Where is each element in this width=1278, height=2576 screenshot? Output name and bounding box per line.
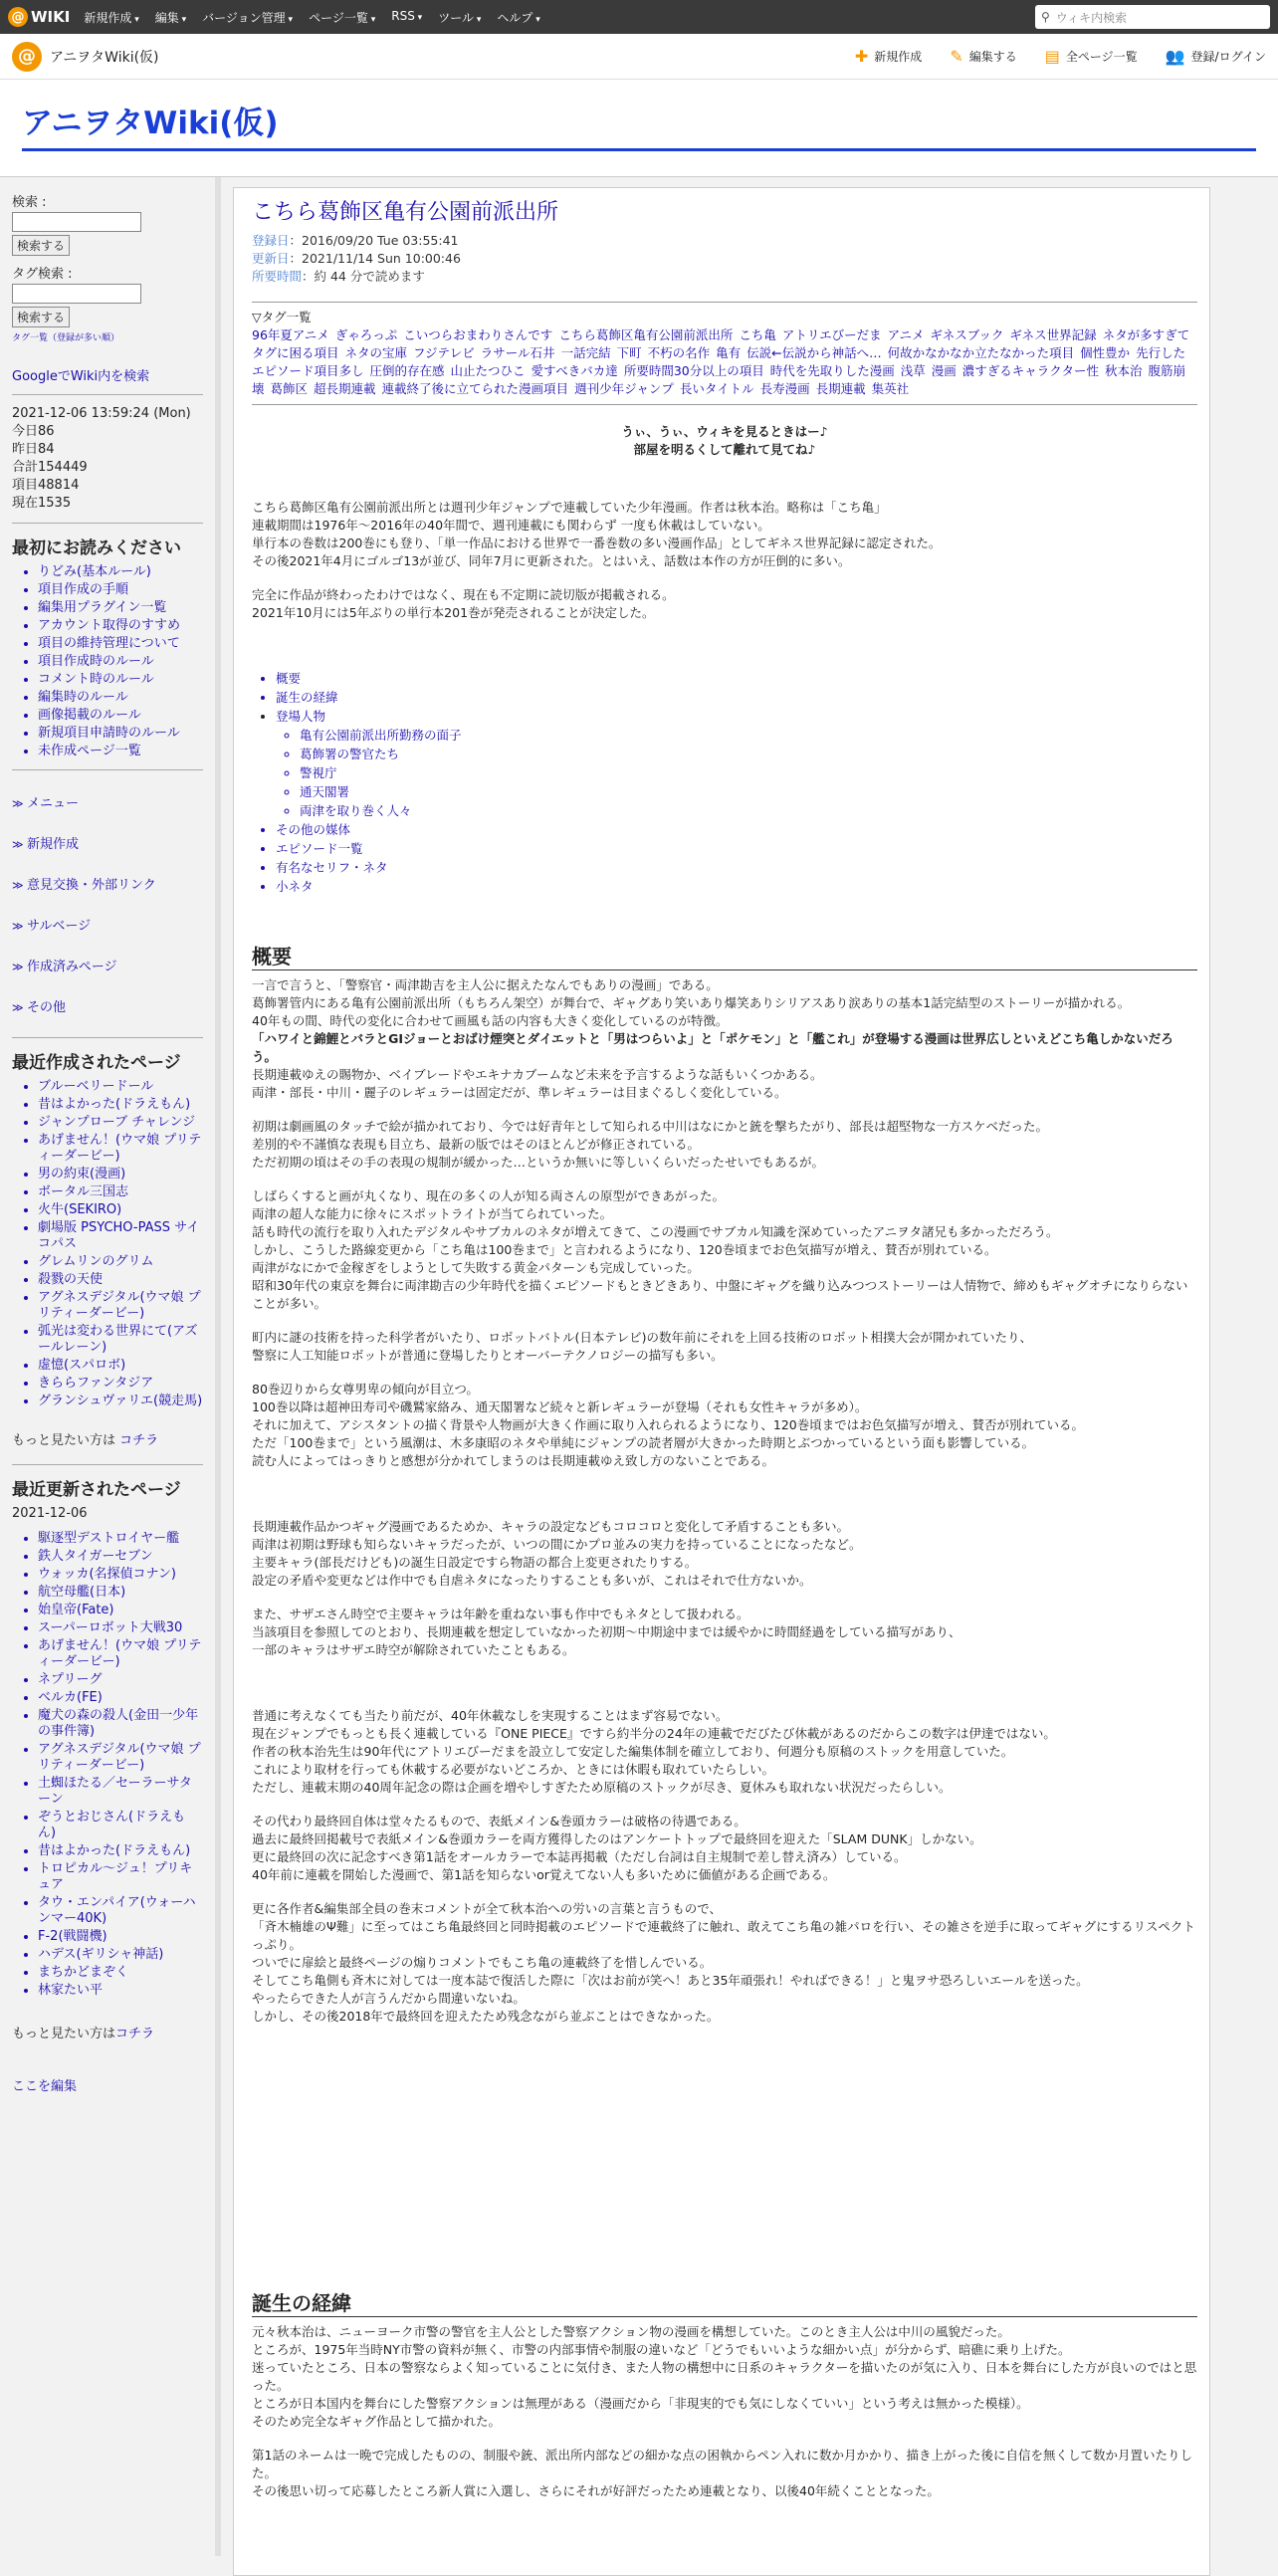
- site-title[interactable]: アニヲタWiki(仮): [22, 98, 1256, 151]
- recent-updated-date: 2021-12-06: [12, 1506, 88, 1521]
- text-line: それに加えて、アシスタントの描く背景や人物画が大きく作画に取り入れられるようになり、120巻頃まではお色気描写が増え、賛否が別れている。: [252, 1417, 1084, 1432]
- text-line: その後思い切って応募したところ新人賞に入選し、さらにそれが好評だったため連載となり、以後40年続くこととなった。: [252, 2483, 940, 2498]
- section-heading-overview: 概要: [252, 948, 1197, 970]
- tag-link[interactable]: 亀有: [716, 345, 742, 360]
- divider: [12, 523, 203, 524]
- wiki-logo[interactable]: [8, 7, 70, 27]
- user-add-icon: 👥: [1165, 47, 1185, 66]
- list-item[interactable]: • 編集時のルール: [38, 690, 203, 706]
- text-line: 話も時代の流行を取り入れたデジタルやサブカルのネタが増えてきて、この漫画でサブカル知識を深めていったアニヲタ諸兄も多かっただろう。: [252, 1224, 1059, 1239]
- page-title[interactable]: こちら葛飾区亀有公園前派出所: [252, 200, 559, 225]
- plus-icon: ✚: [854, 47, 869, 66]
- tag-link[interactable]: 漫画: [931, 363, 957, 378]
- text-line: ただ「100巻まで」という風潮は、木多康昭のネタや単純にジャンプの読者層が大きかった時期とぶつかっているという面も影響している。: [252, 1435, 1035, 1450]
- menu-toggle-links[interactable]: ≫ 意見交換・外部リンク: [12, 874, 203, 893]
- overview-paragraph: [252, 1707, 1197, 1797]
- list-item[interactable]: • 男の約束(漫画): [38, 1167, 203, 1182]
- top-navbar: [0, 0, 1278, 34]
- toc-item[interactable]: • その他の媒体: [276, 821, 1197, 839]
- list-item[interactable]: • 土蜘ほたる／セーラーサターン: [38, 1776, 203, 1808]
- toc-item-group: [276, 708, 1197, 820]
- text-line: また、サザエさん時空で主要キャラは年齢を重ねない事も作中でもネタとして扱われる。: [252, 1607, 749, 1621]
- text-line: 昭和30年代の東京を舞台に両津勘吉の少年時代を描くエピソードもときどきあり、中盤にギャグを織り込みつつストーリーは人情物で、締めもギャグオチになりらないことが多い。: [252, 1278, 1188, 1311]
- list-item[interactable]: • あげません！(ウマ娘 プリティーダービー): [38, 1133, 203, 1165]
- registered-label: 登録日: [252, 233, 290, 248]
- document-icon: ▤: [1044, 47, 1060, 66]
- list-item[interactable]: • 鉄人タイガーセブン: [38, 1549, 203, 1565]
- toc-item[interactable]: • 誕生の経緯: [276, 689, 1197, 707]
- list-item[interactable]: • 昔はよかった(ドラえもん): [38, 1097, 203, 1113]
- toc-item[interactable]: • 概要: [276, 670, 1197, 688]
- birth-paragraph: [252, 2323, 1197, 2431]
- menu-toggle-other[interactable]: ≫ その他: [12, 996, 203, 1015]
- tag-link[interactable]: 秋本治: [1105, 363, 1143, 378]
- tag-link[interactable]: 長いタイトル: [679, 381, 754, 396]
- search-icon: ⚲: [1041, 10, 1050, 24]
- read-time-value: ：約 44 分で読めます: [302, 269, 425, 284]
- list-item[interactable]: • F-2(戦闘機): [38, 1929, 203, 1945]
- tag-link[interactable]: ネタが多すぎてタグに困る項目: [252, 327, 1190, 360]
- list-item[interactable]: • 画像掲載のルール: [38, 708, 203, 724]
- tag-link[interactable]: ラサール石井: [480, 345, 555, 360]
- registered-value: ：2016/09/20 Tue 03:55:41: [289, 233, 459, 248]
- tag-link[interactable]: こちら葛飾区亀有公園前派出所: [558, 327, 734, 342]
- more-created-link[interactable]: コチラ: [119, 1433, 159, 1448]
- list-item[interactable]: • ウォッカ(名探偵コナン): [38, 1567, 203, 1583]
- list-item[interactable]: • 始皇帝(Fate): [38, 1603, 203, 1618]
- divider: [12, 394, 203, 395]
- text-line: ただし、連載末期の40周年記念の際は企画を増やしすぎたため原稿のストックが尽き、夏休みも取れない状況だったらしい。: [252, 1780, 952, 1795]
- tag-link[interactable]: ぎゃろっぷ: [334, 327, 398, 342]
- more-updated-link[interactable]: コチラ: [115, 2027, 155, 2041]
- stat-date: 2021-12-06 13:59:24 (Mon): [12, 406, 191, 421]
- site-header: [0, 80, 1278, 177]
- text-line: 現在ジャンプでもっとも長く連載している『ONE PIECE』ですら約半分の24年の連載でだびたび休載があるのだからこの数字は伊達ではない。: [252, 1726, 1056, 1741]
- list-item[interactable]: • あげません！(ウマ娘 プリティーダービー): [38, 1638, 203, 1670]
- list-item[interactable]: • 昔はよかった(ドラえもん): [38, 1843, 203, 1859]
- text-line: 連載期間は1976年～2016年の40年間で、週刊連載にも関わらず 一度も休載はしていない。: [252, 518, 770, 533]
- text-line: 両津の超人な能力に徐々にスポットライトが当てられていった。: [252, 1206, 613, 1221]
- recent-updated-list: [12, 1531, 203, 1999]
- login-button[interactable]: [1166, 47, 1266, 66]
- new-page-button[interactable]: [855, 47, 922, 66]
- text-line: 40年前に連載を開始した漫画で、第1話を知らないor覚えてない人も多いために価値がある企画である。: [252, 1867, 836, 1882]
- text-line: しかし、その後2018年で最終回を迎えたため残念ながら並ぶことはできなかった。: [252, 2009, 720, 2024]
- tag-link[interactable]: こち亀: [739, 327, 776, 342]
- google-search-link[interactable]: GoogleでWiki内を検索: [12, 369, 150, 384]
- text-line: 一言で言うと、「警察官・両津勘吉を主人公に据えたなんでもありの漫画」である。: [252, 977, 719, 992]
- text-line: 両津は初期は野球も知らないキャラだったが、いつの間にかプロ並みの実力を持っていることになったなど。: [252, 1537, 862, 1552]
- tag-link[interactable]: 時代を先取りした漫画: [769, 363, 895, 378]
- stat-today: 今日86: [12, 424, 55, 439]
- tag-link[interactable]: 個性豊か: [1080, 345, 1131, 360]
- tag-link[interactable]: 何故かなかなか立たなかった項目: [887, 345, 1075, 360]
- list-item[interactable]: • 項目作成の手順: [38, 582, 203, 598]
- list-item[interactable]: • 殺戮の天使: [38, 1272, 203, 1288]
- edit-sidebar-link[interactable]: ここを編集: [12, 2079, 78, 2094]
- tag-link[interactable]: 濃すぎるキャラクター性: [961, 363, 1100, 378]
- updated-label: 更新日: [252, 251, 290, 266]
- updated-value: ：2021/11/14 Sun 10:00:46: [289, 251, 461, 266]
- divider: [12, 769, 203, 770]
- tag-box: [252, 302, 1197, 405]
- list-item[interactable]: • 未作成ページ一覧: [38, 744, 203, 759]
- list-item[interactable]: • 航空母艦(日本): [38, 1585, 203, 1601]
- tag-link[interactable]: アトリエびーだま: [781, 327, 882, 342]
- text-line: 警察に人工知能ロボットが普通に登場したりとオーバーテクノロジーの描写も多い。: [252, 1348, 724, 1363]
- edit-button[interactable]: [950, 47, 1016, 66]
- list-item[interactable]: • ブルーベリードール: [38, 1079, 203, 1095]
- overview-paragraph: [252, 1518, 1197, 1590]
- list-item[interactable]: • 虚憶(スパロボ): [38, 1358, 203, 1374]
- text-line: ところが、1975年当時NY市警の資料が無く、市警の内部事情や制服の違いなど「どうでもいいような細かい点」が分からず、暗礁に乗り上げた。: [252, 2342, 1071, 2357]
- text-line: 初期は劇画風のタッチで絵が描かれており、今では好青年として知られる中川はなにかと銃を撃ちたがり、部長は超堅物な一方スケベだった。: [252, 1119, 1049, 1134]
- tag-link[interactable]: 山止たつひこ: [450, 363, 526, 378]
- list-item[interactable]: • スーパーロボット大戦30: [38, 1620, 203, 1636]
- menu-pages[interactable]: ページ一覧 ▾: [309, 9, 375, 26]
- menu-edit[interactable]: 編集 ▾: [155, 9, 186, 26]
- recent-created-title: 最近作成されたページ: [12, 1053, 181, 1073]
- text-line: しかし、こうした路線変更から「こち亀は100巻まで」と言われるようになり、120巻頃までお色気描写が増え、賛否が別れている。: [252, 1242, 997, 1257]
- menu-tools[interactable]: ツール ▾: [438, 9, 481, 26]
- text-line: 元々秋本治は、ニューヨーク市警の警官を主人公とした警察アクション物の漫画を構想していた。このとき主人公は中川の風貌だった。: [252, 2324, 1010, 2339]
- text-line: 「斉木楠雄のΨ難」に至ってはこち亀最終回と同時掲載のエピソードで連載終了に触れ、敢えてこち亀の雑パロを行い、その雑さを逆手に取ってギャグにするリスペクトっぷり。: [252, 1919, 1195, 1952]
- text-line: 40年もの間、時代の変化に合わせて画風も話の内容も大きく変化しているのが特徴。: [252, 1013, 729, 1028]
- read-first-list: [12, 564, 203, 759]
- text-line: 過去に最終回掲載号で表紙メイン&巻頭カラーを両方獲得したのはアンケートトップで最終回を迎えた「SLAM DUNK」しかない。: [252, 1831, 982, 1846]
- stat-items: 項目48814: [12, 478, 80, 493]
- more-created: [12, 1429, 203, 1448]
- text-line: 長期連載作品かつギャグ漫画であるためか、キャラの設定などもコロコロと変化して矛盾することも多い。: [252, 1519, 850, 1534]
- birth-paragraph: [252, 2447, 1197, 2500]
- text-line: 当該項目を参照してのとおり、長期連載を想定していなかった初期～中期途中までは緩やかに時間経過をしている描写があり、: [252, 1624, 961, 1639]
- text-line: 両津・部長・中川・麗子のレギュラーは固定だが、準レギュラーは目まぐるしく変化している。: [252, 1085, 787, 1100]
- list-item[interactable]: • 劇場版 PSYCHO-PASS サイコパス: [38, 1220, 203, 1252]
- menu-help[interactable]: ヘルプ ▾: [497, 9, 539, 26]
- text-line: これにより取材を行っても休載する必要がないどころか、ときには休暇も取れていたらしい。: [252, 1762, 775, 1777]
- text-line: 迷っていたところ、日本の警察ならよく知っていることに気付き、また人物の構想中に日系のキャラクターを描いたのが気に入り、日本を舞台にした方が良いのではと思った。: [252, 2360, 1197, 2393]
- recent-created-list: [12, 1079, 203, 1409]
- list-item[interactable]: • コメント時のルール: [38, 672, 203, 688]
- list-item[interactable]: • ボータル三国志: [38, 1184, 203, 1200]
- toc-item[interactable]: • 有名なセリフ・ネタ: [276, 859, 1197, 877]
- list-item[interactable]: • 林家たい平: [38, 1983, 203, 1999]
- text-line: ついでに扉絵と最終ページの煽りコメントでもこち亀の連載終了を惜しんでいる。: [252, 1955, 713, 1970]
- more-prefix: もっと見たい方は: [12, 1433, 116, 1448]
- list-item[interactable]: • タウ・エンパイア(ウォーハンマー40K): [38, 1895, 203, 1927]
- list-item[interactable]: • グランシュヴァリエ(競走馬): [38, 1394, 203, 1409]
- tag-link[interactable]: 先行したエピソード項目多し: [252, 345, 1186, 378]
- all-pages-button[interactable]: [1045, 47, 1138, 66]
- list-item[interactable]: • 編集用プラグイン一覧: [38, 600, 203, 616]
- site-name-link[interactable]: [12, 42, 159, 72]
- section-heading-birth: 誕生の経緯: [252, 2294, 1197, 2317]
- list-item[interactable]: • トロピカル〜ジュ！プリキュア: [38, 1861, 203, 1893]
- login-label: 登録/ログイン: [1190, 50, 1266, 64]
- tag-link[interactable]: ネタの宝庫: [344, 345, 408, 360]
- divider: [12, 1037, 203, 1038]
- list-item[interactable]: • きららファンタジア: [38, 1376, 203, 1392]
- tag-link[interactable]: ギネスブック: [930, 327, 1004, 342]
- menu-toggle-created[interactable]: ≫ 作成済みページ: [12, 956, 203, 974]
- edit-label: 編集する: [968, 50, 1017, 64]
- text-line: 長期連載ゆえの賜物か、ベイブレードやエキナカブームなど未来を予言するような話もいくつかある。: [252, 1067, 823, 1082]
- list-item[interactable]: • りどみ(基本ルール): [38, 564, 203, 580]
- tag-link[interactable]: 長寿漫画: [759, 381, 810, 396]
- text-line: 読む人によってはっきりと感想が分かれてしまうのは長期連載ゆえ致し方のないことである。: [252, 1453, 775, 1468]
- tag-link[interactable]: 不朽の名作: [647, 345, 711, 360]
- tag-link[interactable]: ギネス世界記録: [1009, 327, 1097, 342]
- overview-paragraph: [252, 1900, 1197, 2026]
- list-item[interactable]: • ハデス(ギリシャ神話): [38, 1947, 203, 1963]
- list-item[interactable]: • まちかどまぞく: [38, 1965, 203, 1981]
- text-line: しばらくすると画が丸くなり、現在の多くの人が知る両さんの原型ができあがった。: [252, 1188, 726, 1203]
- tag-link[interactable]: 所要時間30分以上の項目: [623, 363, 764, 378]
- sidebar-search-button[interactable]: 検索する: [12, 235, 70, 256]
- text-line: 普通に考えなくても当たり前だが、40年休載なしを実現することはまず容易でない。: [252, 1708, 729, 1723]
- menu-toggle-menu[interactable]: ≫ メニュー: [12, 792, 203, 811]
- sidebar-search-input[interactable]: [12, 212, 141, 232]
- text-line: 差別的や不謹慎な表現も目立ち、最新の版ではそのほとんどが修正されている。: [252, 1137, 701, 1152]
- tag-link[interactable]: 連載終了後に立てられた漫画項目: [381, 381, 569, 396]
- intro-paragraph: [252, 499, 1197, 570]
- tag-link[interactable]: 一話完結: [560, 345, 611, 360]
- toc-subitem[interactable]: ◦ 両津を取り巻く人々: [300, 802, 1197, 820]
- more-prefix: もっと見たい方は: [12, 2027, 116, 2041]
- sidebar: [0, 177, 221, 2556]
- logo-text: WIKI: [31, 8, 71, 26]
- stat-yesterday: 昨日84: [12, 442, 55, 457]
- text-line: その後2021年4月にゴルゴ13が並び、同年7月に更新された。とはいえ、話数は本作の方が圧倒的に多い。: [252, 553, 851, 568]
- menu-toggle-salvage[interactable]: ≫ サルベージ: [12, 915, 203, 934]
- stat-total: 合計154449: [12, 460, 88, 475]
- search-label: 検索 :: [12, 195, 47, 210]
- toc-subitem[interactable]: ◦ 葛飾署の警官たち: [300, 746, 1197, 763]
- tag-link[interactable]: 96年夏アニメ: [252, 327, 329, 342]
- tag-link[interactable]: 浅草: [900, 363, 926, 378]
- text-line: 2021年10月には5年ぶりの単行本201巻が発売されることが決定した。: [252, 605, 655, 620]
- tag-search-label: タグ検索 :: [12, 267, 73, 282]
- tag-link[interactable]: 下町: [616, 345, 642, 360]
- list-item[interactable]: • 新規項目申請時のルール: [38, 726, 203, 742]
- wiki-search-input[interactable]: [1035, 5, 1270, 29]
- tag-link[interactable]: 葛飾区: [270, 381, 309, 396]
- search-placeholder: ウィキ内検索: [1055, 10, 1128, 25]
- tag-link[interactable]: 週刊少年ジャンプ: [574, 381, 674, 396]
- recent-updated-title: 最近更新されたページ: [12, 1480, 181, 1500]
- list-item[interactable]: • 駆逐型デストロイヤー艦: [38, 1531, 203, 1547]
- list-item[interactable]: • 弧光は変わる世界にて(アズールレーン): [38, 1324, 203, 1356]
- text-line: 設定の矛盾や変更などは作中でも自虐ネタになったりすることも多いが、これはそれで仕方ないか。: [252, 1573, 812, 1588]
- tag-list: [252, 326, 1197, 398]
- tag-search-input[interactable]: [12, 284, 141, 304]
- text-line: 町内に謎の技術を持った科学者がいたり、ロボットバトル(日本テレビ)の数年前にそれを上回る技術のロボット相撲大会が開かれていたり、: [252, 1330, 1033, 1345]
- read-first-title: 最初にお読みください: [12, 538, 181, 558]
- list-item[interactable]: • 項目作成時のルール: [38, 654, 203, 670]
- menu-new[interactable]: 新規作成 ▾: [84, 9, 138, 26]
- toc-item[interactable]: • 小ネタ: [276, 878, 1197, 896]
- text-line: 主要キャラ(部長だけども)の誕生日設定ですら物語の都合上変更されたりする。: [252, 1555, 698, 1570]
- list-item[interactable]: • ぞうとおじさん(ドラえもん): [38, 1810, 203, 1841]
- text-line: 完全に作品が終わったわけではなく、現在も不定期に読切版が掲載される。: [252, 587, 675, 602]
- stat-current: 現在1535: [12, 496, 72, 511]
- list-item[interactable]: • 魔犬の森の殺人(金田一少年の事件簿): [38, 1708, 203, 1740]
- site-bar: [0, 34, 1278, 80]
- text-line: そのため完全なギャグ作品として描かれた。: [252, 2414, 502, 2429]
- table-of-contents: [252, 670, 1197, 896]
- intro-quote: [252, 423, 1197, 459]
- text-line: 更に最終回の次に記念すべき第1話をオールカラーで本誌再掲載（ただし台詞は自主規制で差し替え済み）している。: [252, 1849, 907, 1864]
- text-line: 一部のキャラはサザエ時空が解除されていたこともある。: [252, 1642, 575, 1657]
- list-item[interactable]: • グレムリンのグリム: [38, 1254, 203, 1270]
- overview-paragraph: [252, 1813, 1197, 1884]
- quote-line: 部屋を明るくして離れて見てね♪: [633, 442, 816, 457]
- text-line: ただ初期の頃はその手の表現の規制が緩かった…というか無いに等しいくらいだったせいでもあるが。: [252, 1155, 825, 1170]
- text-line: こちら葛飾区亀有公園前派出所とは週刊少年ジャンプで連載していた少年漫画。作者は秋本治。略称は「こち亀」: [252, 500, 887, 515]
- intro-paragraph-2: [252, 586, 1197, 622]
- text-line: 100巻以降は超神田寿司や磯鷲家絡み、通天閣署など続々と新レギュラーが登場（それも女性キャラが多め）。: [252, 1399, 868, 1414]
- site-name: アニヲタWiki(仮): [50, 49, 159, 66]
- list-item[interactable]: • アグネスデジタル(ウマ娘 プリティーダービー): [38, 1742, 203, 1774]
- quote-line: うぃ、うぃ、ウィキを見るときはー♪: [621, 424, 828, 439]
- tag-link[interactable]: 集英社: [871, 381, 910, 396]
- overview-paragraph: [252, 1606, 1197, 1659]
- list-item[interactable]: • アグネスデジタル(ウマ娘 プリティーダービー): [38, 1290, 203, 1322]
- text-line: 80巻辺りから女尊男卑の傾向が目立つ。: [252, 1382, 479, 1396]
- toc-subitem[interactable]: ◦ 警視庁: [300, 764, 1197, 782]
- toc-subitem[interactable]: ◦ 亀有公園前派出所勤務の面子: [300, 727, 1197, 745]
- toc-subitem[interactable]: ◦ 通天閣署: [300, 783, 1197, 801]
- toc-item[interactable]: 登場人物: [276, 709, 326, 724]
- all-pages-label: 全ページ一覧: [1065, 50, 1138, 64]
- text-line: やったらできた人が言うんだから間違いないね。: [252, 1991, 526, 2006]
- text-line: 両津がなにかで金稼ぎをしようとして失敗する黄金パターンも完成していった。: [252, 1260, 700, 1275]
- article: [233, 187, 1210, 2576]
- text-line: 単行本の巻数は200巻にも登り、「単一作品における世界で一番巻数の多い漫画作品」としてギネス世界記録に認定された。: [252, 536, 942, 550]
- text-line: 更に各作者&編集部全員の巻末コメントが全て秋本治への労いの言葉と言うもので、: [252, 1901, 722, 1916]
- tag-link[interactable]: 圧倒的存在感: [369, 363, 445, 378]
- tag-link[interactable]: 長期連載: [815, 381, 866, 396]
- site-logo-icon: @: [12, 42, 42, 72]
- overview-paragraph: [252, 1381, 1197, 1470]
- tag-list-link[interactable]: タグ一覧（登録が多い順）: [12, 333, 120, 343]
- text-line: 葛飾署管内にある亀有公園前派出所（もちろん架空）が舞台で、ギャグあり笑いあり爆笑ありシリアスあり涙ありの基本1話完結型のストーリーが描かれる。: [252, 995, 1131, 1010]
- access-stats: [12, 405, 203, 513]
- toc-item[interactable]: • エピソード一覧: [276, 840, 1197, 858]
- text-line: 「ハワイと錦鯉とバラとGIジョーとおばけ煙突とダイエットと「男はつらいよ」と「ポケモン」と「艦これ」が登場する漫画は世界広しといえどこち亀しかないだろう。: [252, 1031, 1173, 1064]
- tag-link[interactable]: フジテレビ: [413, 345, 475, 360]
- at-logo-icon: @: [8, 7, 28, 27]
- tag-link[interactable]: アニメ: [887, 327, 925, 342]
- menu-rss[interactable]: RSS ▾: [391, 9, 422, 26]
- tag-link[interactable]: 超長期連載: [314, 381, 376, 396]
- list-item[interactable]: • ベルカ(FE): [38, 1690, 203, 1706]
- list-item[interactable]: • アカウント取得のすすめ: [38, 618, 203, 634]
- page-meta: [252, 232, 1197, 286]
- divider: [12, 1464, 203, 1465]
- menu-version[interactable]: バージョン管理 ▾: [202, 9, 293, 26]
- overview-paragraph: [252, 1118, 1197, 1172]
- tag-header[interactable]: ▽タグ一覧: [252, 310, 312, 324]
- text-line: そしてこち亀側も斉木に対しては一度本誌で復活した際に「次はお前が笑へ！あと35年頑張れ！やればできる！」と鬼ヲサ恐ろしいエールを送った。: [252, 1973, 1089, 1988]
- text-line: 第1話のネームは一晩で完成したものの、制服や銃、派出所内部などの細かな点の困執からペン入れに数か月かかり、描き上がった後に自信を無くして数か月置いたりした。: [252, 2448, 1192, 2480]
- new-page-label: 新規作成: [874, 50, 923, 64]
- read-time-label: 所要時間: [252, 269, 303, 284]
- list-item[interactable]: • 火牛(SEKIRO): [38, 1202, 203, 1218]
- tag-link[interactable]: こいつらおまわりさんです: [403, 327, 553, 342]
- menu-toggle-new[interactable]: ≫ 新規作成: [12, 833, 203, 852]
- top-menu: [84, 9, 539, 26]
- tag-link[interactable]: 腹筋崩壊: [252, 363, 1186, 396]
- list-item[interactable]: • ジャンプローブ チャレンジ: [38, 1115, 203, 1131]
- tag-link[interactable]: 伝説←伝説から神話へ…: [746, 345, 882, 360]
- overview-paragraph: [252, 1187, 1197, 1313]
- list-item[interactable]: • 項目の維持管理について: [38, 636, 203, 652]
- overview-paragraph: [252, 976, 1197, 1102]
- text-line: ところが日本国内を舞台にした警察アクションは無理がある（漫画だから「非現実的でも気にしなくていい」という考えは無かった模様）。: [252, 2396, 1029, 2411]
- list-item[interactable]: • ネプリーグ: [38, 1672, 203, 1688]
- more-updated: [12, 2023, 203, 2041]
- text-line: 作者の秋本治先生は90年代にアトリエびーだまを設立して安定した編集体制を確立しており、何週分も原稿のストックを用意していた。: [252, 1744, 1014, 1759]
- text-line: その代わり最終回自体は堂々たるもので、表紙メイン&巻頭カラーは破格の待遇である。: [252, 1814, 746, 1828]
- pencil-icon: ✎: [950, 47, 963, 66]
- overview-paragraph: [252, 1329, 1197, 1365]
- tag-link[interactable]: 愛すべきバカ達: [531, 363, 618, 378]
- tag-search-button[interactable]: 検索する: [12, 307, 70, 327]
